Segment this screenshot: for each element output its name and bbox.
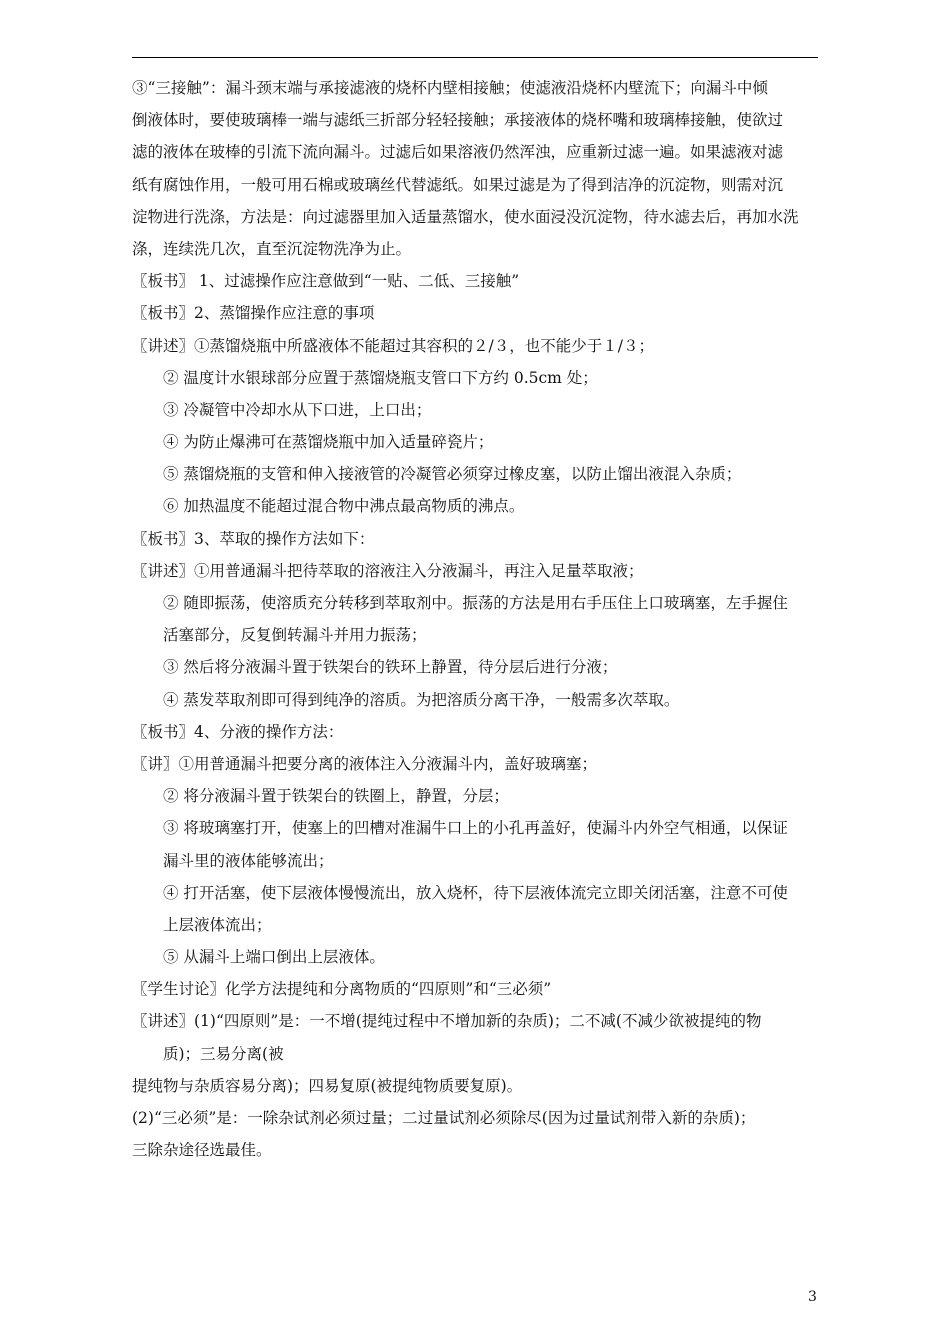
text-line: ⑥ 加热温度不能超过混合物中沸点最高物质的沸点。 [163, 497, 525, 516]
text-line: 质)；三易分离(被 [163, 1044, 284, 1063]
text-line: 〖板书〗2、蒸馏操作应注意的事项 [132, 304, 375, 323]
text-line: 三除杂途径选最佳。 [132, 1141, 272, 1160]
text-line: (2)“三必须”是：一除杂试剂必须过量；二过量试剂必须除尽(因为过量试剂带入新的杂质)； [132, 1109, 756, 1127]
text-line: 上层液体流出； [163, 915, 272, 934]
text-line: 〖学生讨论〗化学方法提纯和分离物质的“四原则”和“三必须” [132, 980, 552, 999]
text-line: ③ 然后将分液漏斗置于铁架台的铁环上静置，待分层后进行分液； [163, 658, 618, 677]
text-line: ③ 将玻璃塞打开，使塞上的凹槽对准漏牛口上的小孔再盖好，使漏斗内外空气相通，以保证 [163, 819, 788, 838]
text-line: 活塞部分，反复倒转漏斗并用力振荡； [163, 626, 427, 645]
text-line: ③ 冷凝管中冷却水从下口进，上口出； [163, 400, 432, 419]
text-line: 纸有腐蚀作用，一般可用石棉或玻璃丝代替滤纸。如果过滤是为了得到洁净的沉淀物，则需对沉 [132, 175, 784, 194]
text-line: ④ 打开活塞，使下层液体慢慢流出，放入烧杯，待下层液体流完立即关闭活塞，注意不可使 [163, 883, 788, 902]
text-line: ④ 为防止爆沸可在蒸馏烧瓶中加入适量碎瓷片； [163, 433, 494, 452]
text-line: ② 随即振荡，使溶质充分转移到萃取剂中。振荡的方法是用右手压住上口玻璃塞，左手握住 [163, 594, 788, 612]
text-line: 漏斗里的液体能够流出； [163, 851, 334, 870]
document-body [132, 72, 822, 1166]
page-number: 3 [808, 1289, 817, 1305]
text-line: ④ 蒸发萃取剂即可得到纯净的溶质。为把溶质分离干净，一般需多次萃取。 [163, 690, 680, 709]
text-line: 〖讲〗①用普通漏斗把要分离的液体注入分液漏斗内，盖好玻璃塞； [132, 754, 598, 773]
text-line: ⑤ 蒸馏烧瓶的支管和伸入接液管的冷凝管必须穿过橡皮塞，以防止馏出液混入杂质； [163, 465, 742, 484]
text-line: 滤的液体在玻棒的引流下流向漏斗。过滤后如果溶液仍然浑浊，应重新过滤一遍。如果滤液对滤 [132, 143, 784, 162]
text-line: 涤，连续洗几次，直至沉淀物洗净为止。 [132, 239, 412, 258]
text-line: ③“三接触”：漏斗颈末端与承接滤液的烧杯内壁相接触；使滤液沿烧杯内壁流下；向漏斗中倾 [132, 79, 768, 97]
text-line: 〖讲述〗①蒸馏烧瓶中所盛液体不能超过其容积的２/３，也不能少于１/３； [132, 336, 654, 355]
text-line: 提纯物与杂质容易分离)；四易复原(被提纯物质要复原)。 [132, 1076, 523, 1095]
text-line: 淀物进行洗涤，方法是：向过滤器里加入适量蒸馏水，使水面浸没沉淀物，待水滤去后，再加水洗 [132, 207, 799, 226]
text-line: ② 将分液漏斗置于铁架台的铁圈上，静置，分层； [163, 787, 509, 806]
text-line: 〖讲述〗①用普通漏斗把待萃取的溶液注入分液漏斗，再注入足量萃取液； [132, 561, 644, 580]
text-line: 〖板书〗3、萃取的操作方法如下： [132, 529, 375, 548]
text-line: 〖板书〗4、分液的操作方法： [132, 722, 344, 741]
header-rule [132, 57, 818, 58]
text-line: ⑤ 从漏斗上端口倒出上层液体。 [163, 948, 385, 967]
text-line: ② 温度计水银球部分应置于蒸馏烧瓶支管口下方约 0.5cm 处； [163, 368, 598, 387]
text-line: 〖讲述〗(1)“四原则”是：一不增(提纯过程中不增加新的杂质)；二不减(不减少欲被提纯的物 [132, 1012, 762, 1031]
text-line: 〖板书〗 1、过滤操作应注意做到“一贴、二低、三接触” [132, 272, 520, 291]
text-line: 倒液体时，要使玻璃棒一端与滤纸三折部分轻轻接触；承接液体的烧杯嘴和玻璃棒接触，使欲过 [132, 111, 784, 130]
